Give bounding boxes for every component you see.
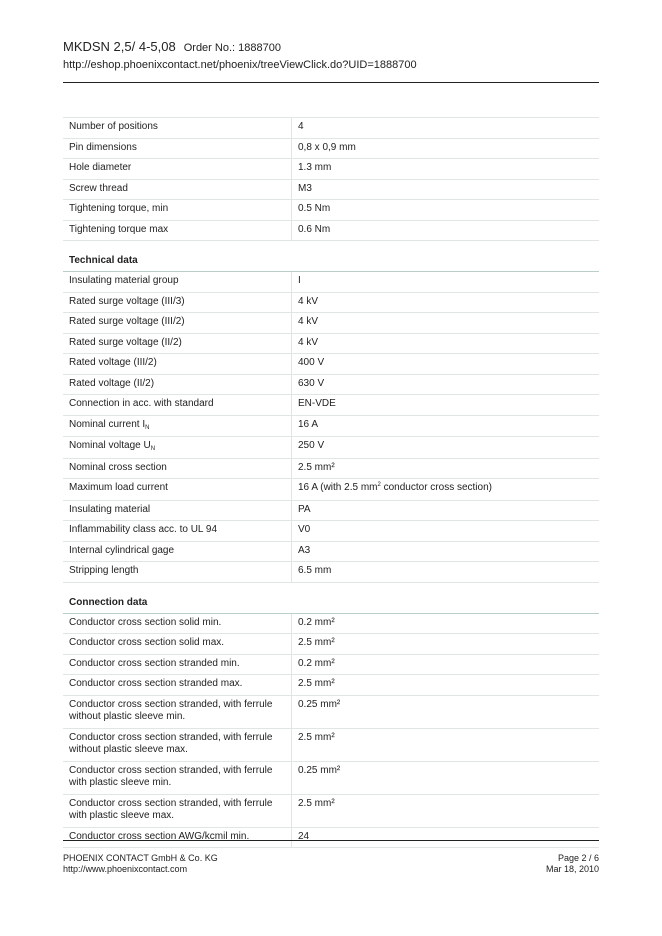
row-value (291, 313, 599, 333)
table-row (63, 159, 599, 180)
row-label-text: Nominal voltage U (69, 440, 151, 451)
row-value (291, 614, 599, 634)
table-row (63, 221, 599, 242)
row-value (291, 159, 599, 179)
row-label (63, 696, 291, 728)
general-table (63, 117, 599, 241)
row-value-text: M3 (298, 182, 312, 194)
footer-page-number: Page 2 / 6 (557, 853, 599, 863)
table-row (63, 501, 599, 522)
table-row (63, 762, 599, 795)
row-label-text: Stripping length (69, 565, 139, 576)
section-title-connection: Connection data (63, 583, 599, 614)
row-value-text: 2.5 mm² (298, 637, 335, 648)
table-row (63, 313, 599, 334)
row-label (63, 675, 291, 695)
row-value (291, 221, 599, 241)
row-label-text: Nominal current I (69, 418, 146, 430)
table-row (63, 272, 599, 293)
table-row (63, 729, 599, 762)
table-row (63, 200, 599, 221)
row-label (63, 375, 291, 395)
row-label-text: Rated voltage (II/2) (69, 377, 155, 389)
table-row (63, 795, 599, 828)
row-value-text: 2.5 mm² (298, 461, 335, 473)
row-label-text: Conductor cross section stranded, with ferrule with plastic sleeve min. (69, 764, 273, 788)
row-label (63, 180, 291, 200)
row-value (291, 437, 599, 458)
header-divider (63, 82, 599, 83)
row-value (291, 521, 599, 541)
row-label-text: Conductor cross section stranded, with ferrule with plastic sleeve max. (69, 797, 273, 821)
row-value (291, 696, 599, 728)
row-value (291, 795, 599, 827)
row-value-text: 0,8 x 0,9 mm (298, 141, 356, 153)
row-label-text: Inflammability class acc. to UL 94 (69, 524, 218, 535)
row-label (63, 655, 291, 675)
row-value (291, 272, 599, 292)
row-label (63, 293, 291, 313)
row-value-text: 2.5 mm² (298, 678, 335, 689)
row-value-text: EN-VDE (298, 398, 336, 409)
product-name: MKDSN 2,5/ 4-5,08 (63, 39, 176, 54)
row-label-text: Conductor cross section stranded, with ferrule without plastic sleeve max. (69, 731, 273, 755)
row-label (63, 313, 291, 333)
row-label (63, 501, 291, 521)
row-value (291, 729, 599, 761)
row-value-text: 0.2 mm² (298, 657, 335, 669)
row-value (291, 655, 599, 675)
row-value-text: 0.5 Nm (298, 203, 331, 214)
table-row (63, 634, 599, 655)
row-value-text: 0.6 Nm (298, 223, 331, 235)
table-row (63, 696, 599, 729)
row-value-text: 2.5 mm² (298, 797, 335, 809)
row-value (291, 675, 599, 695)
row-label-text: Connection in acc. with standard (69, 398, 214, 409)
row-value-text: 6.5 mm (298, 565, 332, 576)
row-value (291, 180, 599, 200)
row-label-text: Conductor cross section stranded max. (69, 678, 243, 689)
row-value (291, 479, 599, 500)
row-value-text: 1.3 mm (298, 162, 332, 173)
row-label (63, 729, 291, 761)
row-label-text: Number of positions (69, 121, 158, 132)
title-line (63, 38, 599, 57)
row-value-text: 4 kV (298, 336, 319, 348)
table-row (63, 675, 599, 696)
row-value (291, 762, 599, 794)
row-value-text: 24 (298, 830, 310, 842)
row-label-text: Screw thread (69, 182, 128, 194)
row-label (63, 562, 291, 582)
table-row (63, 180, 599, 201)
row-value-text: V0 (298, 524, 311, 535)
footer-date: Mar 18, 2010 (545, 864, 599, 874)
row-label (63, 416, 291, 437)
product-url[interactable]: http://eshop.phoenixcontact.net/phoenix/treeViewClick.do?UID=1888700 (63, 59, 417, 71)
row-value-text: PA (298, 503, 311, 515)
row-label-text: Conductor cross section AWG/kcmil min. (69, 830, 250, 842)
table-row (63, 395, 599, 416)
table-row (63, 437, 599, 459)
row-value (291, 139, 599, 159)
row-label (63, 334, 291, 354)
row-label (63, 221, 291, 241)
section-title-technical: Technical data (63, 241, 599, 272)
table-row (63, 521, 599, 542)
row-value-text: 4 kV (298, 295, 319, 307)
row-value (291, 501, 599, 521)
row-label (63, 159, 291, 179)
row-value (291, 354, 599, 374)
row-label-text: Insulating material group (69, 275, 179, 286)
row-label (63, 795, 291, 827)
row-value-text: 0.2 mm² (298, 616, 335, 628)
row-value-text: 250 V (298, 440, 325, 451)
row-label-text: Tightening torque max (69, 223, 169, 235)
row-label (63, 614, 291, 634)
row-label-text: Rated surge voltage (III/3) (69, 295, 185, 307)
row-label (63, 828, 291, 848)
row-label (63, 200, 291, 220)
table-row (63, 293, 599, 314)
row-value-text: 2.5 mm² (298, 731, 335, 743)
row-value (291, 459, 599, 479)
footer-company: PHOENIX CONTACT GmbH & Co. KG (63, 853, 218, 863)
row-label-text: Maximum load current (69, 482, 168, 493)
table-row (63, 542, 599, 563)
row-label-text: Rated voltage (III/2) (69, 357, 157, 368)
footer-divider (63, 840, 599, 841)
table-row (63, 354, 599, 375)
row-value-text: 400 V (298, 357, 325, 368)
row-value (291, 395, 599, 415)
row-label (63, 521, 291, 541)
row-label-text: Hole diameter (69, 162, 132, 173)
table-row (63, 416, 599, 438)
row-label (63, 118, 291, 138)
row-label (63, 354, 291, 374)
table-row (63, 828, 599, 849)
row-value-text: 4 kV (298, 316, 319, 327)
table-row (63, 375, 599, 396)
table-row (63, 614, 599, 635)
row-value (291, 828, 599, 848)
row-label (63, 395, 291, 415)
row-label-text: Conductor cross section solid min. (69, 616, 222, 628)
table-row (63, 117, 599, 139)
row-value-tail: conductor cross section) (380, 482, 492, 493)
page-header (63, 38, 599, 72)
row-label (63, 479, 291, 500)
row-value-superscript: 2 (377, 482, 381, 488)
table-row (63, 139, 599, 160)
row-value (291, 634, 599, 654)
row-value-text: 630 V (298, 377, 325, 389)
row-value-text: 16 A (with 2.5 mm (298, 482, 378, 493)
row-label-text: Nominal cross section (69, 461, 167, 473)
row-label-text: Conductor cross section stranded, with ferrule without plastic sleeve min. (69, 698, 273, 722)
table-row (63, 459, 599, 480)
row-value (291, 375, 599, 395)
row-label-subscript: N (150, 446, 156, 452)
row-value (291, 200, 599, 220)
row-label-text: Pin dimensions (69, 141, 137, 153)
row-value-text: I (298, 275, 301, 286)
row-value (291, 416, 599, 437)
spec-content (63, 117, 599, 848)
row-value-text: 0.25 mm² (298, 698, 341, 710)
row-label (63, 634, 291, 654)
row-value-text: 16 A (298, 418, 319, 430)
connection-table (63, 614, 599, 849)
order-number: Order No.: 1888700 (183, 42, 281, 54)
row-value (291, 562, 599, 582)
table-row (63, 562, 599, 583)
row-label-text: Rated surge voltage (II/2) (69, 336, 182, 348)
row-label (63, 762, 291, 794)
row-label-text: Conductor cross section solid max. (69, 637, 225, 648)
row-label-subscript: N (145, 424, 150, 431)
row-label-text: Insulating material (69, 503, 151, 515)
row-label-text: Rated surge voltage (III/2) (69, 316, 185, 327)
row-label-text: Conductor cross section stranded min. (69, 657, 240, 669)
row-value (291, 542, 599, 562)
row-label (63, 459, 291, 479)
row-label-text: Tightening torque, min (69, 203, 169, 214)
row-label (63, 542, 291, 562)
row-label (63, 272, 291, 292)
row-label (63, 139, 291, 159)
row-value (291, 334, 599, 354)
row-label (63, 437, 291, 458)
row-value (291, 118, 599, 138)
table-row (63, 655, 599, 676)
table-row (63, 334, 599, 355)
row-value-text: A3 (298, 544, 311, 556)
technical-table (63, 272, 599, 583)
row-label-text: Internal cylindrical gage (69, 544, 175, 556)
row-value-text: 4 (298, 121, 304, 132)
row-value-text: 0.25 mm² (298, 764, 341, 776)
footer-website[interactable]: http://www.phoenixcontact.com (63, 864, 188, 874)
table-row (63, 479, 599, 501)
row-value (291, 293, 599, 313)
